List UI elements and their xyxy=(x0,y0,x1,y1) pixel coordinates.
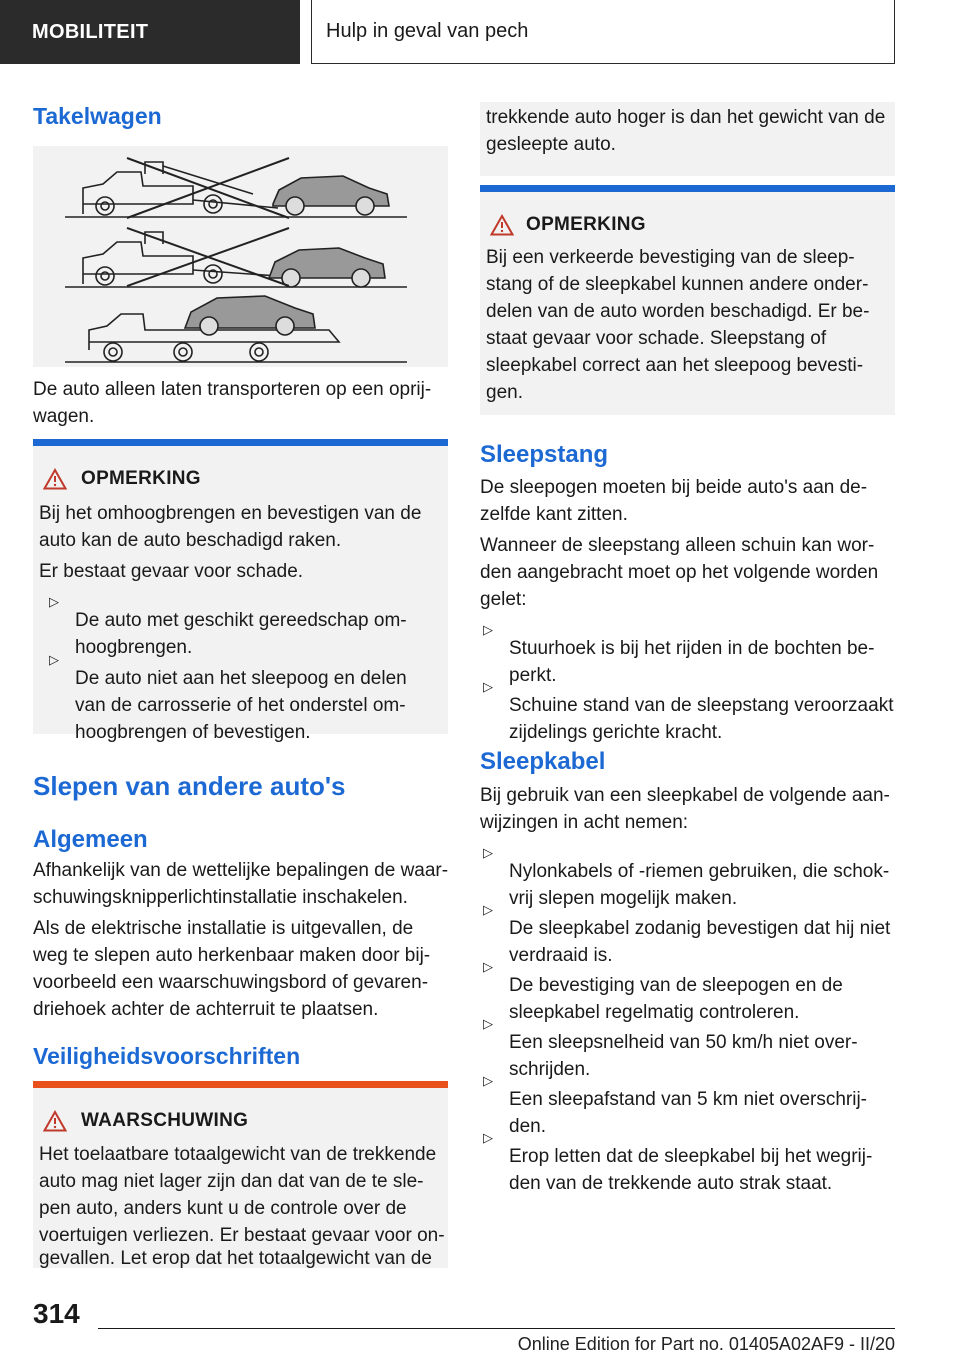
sleepstang-bullet-1a: Stuurhoek is bij het rijden in de bochten be- xyxy=(509,638,875,659)
sleepstang-p1-line-2: zelfde kant zitten. xyxy=(480,504,628,525)
sleepstang-p2-line-1: Wanneer de sleepstang alleen schuin kan wor- xyxy=(480,535,875,556)
warning-cont-line-1: trekkende auto hoger is dan het gewicht van de xyxy=(486,107,886,128)
bullet-triangle-icon: ▷ xyxy=(49,594,59,609)
sleepstang-bullet-1b: perkt. xyxy=(509,665,557,686)
sleepkabel-bullet-6a: Erop letten dat de sleepkabel bij het wegrij- xyxy=(509,1146,873,1167)
bullet-triangle-icon: ▷ xyxy=(483,1016,493,1031)
chapter-tab xyxy=(311,0,895,64)
note-bullet-2b: van de carrosserie of het onderstel om- xyxy=(75,695,406,716)
warning-line-5: gevallen. Let erop dat het totaalgewicht van de xyxy=(39,1248,432,1269)
footer-rule xyxy=(98,1328,895,1329)
sleepkabel-p1-line-2: wijzingen in acht nemen: xyxy=(480,812,689,833)
heading-sleepkabel: Sleepkabel xyxy=(480,748,606,775)
sleepkabel-bullet-3b: sleepkabel regelmatig controleren. xyxy=(509,1002,800,1023)
warning-box-continued xyxy=(480,102,895,176)
warning-title: WAARSCHUWING xyxy=(81,1110,249,1131)
sleepstang-bullet-2a: Schuine stand van de sleepstang veroorzaakt xyxy=(509,695,894,716)
algemeen-p1-line-2: schuwingsknipperlichtinstallatie inschakelen. xyxy=(33,887,408,908)
sleepkabel-bullet-5a: Een sleepafstand van 5 km niet overschrij- xyxy=(509,1089,868,1110)
algemeen-p2-line-3: voorbeeld een waarschuwingsbord of gevaren- xyxy=(33,972,429,993)
sleepkabel-bullet-2b: verdraaid is. xyxy=(509,945,613,966)
bullet-triangle-icon: ▷ xyxy=(49,652,59,667)
heading-sleepstang: Sleepstang xyxy=(480,441,609,468)
sleepkabel-bullet-1b: vrij slepen mogelijk maken. xyxy=(509,888,738,909)
bullet-triangle-icon: ▷ xyxy=(483,1130,493,1145)
bullet-triangle-icon: ▷ xyxy=(483,902,493,917)
heading-takelwagen: Takelwagen xyxy=(33,103,162,129)
bullet-triangle-icon: ▷ xyxy=(483,679,493,694)
note2-line-3: delen van de auto worden beschadigd. Er be- xyxy=(486,301,870,322)
caption-line-2: wagen. xyxy=(33,406,95,427)
caption-line-1: De auto alleen laten transporteren op een oprij- xyxy=(33,379,432,400)
heading-veiligheid: Veiligheidsvoorschriften xyxy=(33,1043,301,1069)
note-line-3: Er bestaat gevaar voor schade. xyxy=(39,561,304,582)
sleepkabel-bullet-4b: schrijden. xyxy=(509,1059,591,1080)
note2-line-6: gen. xyxy=(486,382,523,403)
bullet-triangle-icon: ▷ xyxy=(483,845,493,860)
sleepkabel-bullet-1a: Nylonkabels of -riemen gebruiken, die schok- xyxy=(509,861,890,882)
edition-text: Online Edition for Part no. 01405A02AF9 - II/20 xyxy=(517,1334,895,1354)
sleepstang-p2-line-3: gelet: xyxy=(480,589,527,610)
note-title: OPMERKING xyxy=(81,468,201,489)
warning-box xyxy=(33,1088,448,1268)
note-bullet-2a: De auto niet aan het sleepoog en delen xyxy=(75,668,407,689)
sleepkabel-bullet-3a: De bevestiging van de sleepogen en de xyxy=(509,975,843,996)
algemeen-p2-line-1: Als de elektrische installatie is uitgevallen, de xyxy=(33,918,414,939)
warning-line-1: Het toelaatbare totaalgewicht van de trekkende xyxy=(39,1144,437,1165)
tow-methods-figure xyxy=(33,146,448,367)
note-box-1 xyxy=(33,446,448,743)
section-tab xyxy=(0,0,300,64)
warning-triangle-icon xyxy=(43,1110,67,1132)
sleepkabel-bullet-5b: den. xyxy=(509,1116,546,1137)
heading-algemeen: Algemeen xyxy=(33,826,148,853)
sleepkabel-bullet-6b: den van de trekkende auto strak staat. xyxy=(509,1173,833,1194)
bullet-triangle-icon: ▷ xyxy=(483,622,493,637)
section-title: MOBILITEIT xyxy=(32,20,149,43)
warning-line-3: pen auto, anders kunt u de controle over de xyxy=(39,1198,407,1219)
note-bullet-2c: hoogbrengen of bevestigen. xyxy=(75,722,311,743)
algemeen-p2-line-2: weg te slepen auto herkenbaar maken door bij- xyxy=(33,945,431,966)
note2-line-4: staat gevaar voor schade. Sleepstang of xyxy=(486,328,827,349)
sleepkabel-bullet-2a: De sleepkabel zodanig bevestigen dat hij niet xyxy=(509,918,891,939)
note-box-2 xyxy=(480,192,895,415)
note-bullet-1b: hoogbrengen. xyxy=(75,637,193,658)
chapter-title: Hulp in geval van pech xyxy=(326,20,529,42)
warning-triangle-icon xyxy=(43,468,67,490)
warning-cont-line-2: gesleepte auto. xyxy=(486,134,616,155)
note-line-1: Bij het omhoogbrengen en bevestigen van de xyxy=(39,503,422,524)
note2-line-2: stang of de sleepkabel kunnen andere onder- xyxy=(486,274,869,295)
warning-line-4: voertuigen verliezen. Er bestaat gevaar voor on- xyxy=(39,1225,445,1246)
algemeen-p2-line-4: driehoek achter de achterruit te plaatsen. xyxy=(33,999,379,1020)
tow-truck-illustration xyxy=(33,146,448,367)
bullet-triangle-icon: ▷ xyxy=(483,959,493,974)
note2-line-5: sleepkabel correct aan het sleepoog bevesti- xyxy=(486,355,864,376)
note2-line-1: Bij een verkeerde bevestiging van de sleep- xyxy=(486,247,855,268)
sleepkabel-bullet-4a: Een sleepsnelheid van 50 km/h niet over- xyxy=(509,1032,858,1053)
page-number: 314 xyxy=(33,1298,80,1329)
warning-accent-bar xyxy=(33,1081,448,1088)
algemeen-p1-line-1: Afhankelijk van de wettelijke bepalingen de waar- xyxy=(33,860,449,881)
note-accent-bar xyxy=(33,439,448,446)
note-title: OPMERKING xyxy=(526,214,646,235)
note-bullet-1a: De auto met geschikt gereedschap om- xyxy=(75,610,407,631)
note-accent-bar xyxy=(480,185,895,192)
sleepkabel-p1-line-1: Bij gebruik van een sleepkabel de volgende aan- xyxy=(480,785,890,806)
warning-triangle-icon xyxy=(490,214,514,236)
note-line-2: auto kan de auto beschadigd raken. xyxy=(39,530,342,551)
sleepstang-p2-line-2: den aangebracht moet op het volgende worden xyxy=(480,562,879,583)
bullet-triangle-icon: ▷ xyxy=(483,1073,493,1088)
sleepstang-bullet-2b: zijdelings gerichte kracht. xyxy=(509,722,723,743)
warning-line-2: auto mag niet lager zijn dan dat van de te sle- xyxy=(39,1171,424,1192)
sleepstang-p1-line-1: De sleepogen moeten bij beide auto's aan de- xyxy=(480,477,868,498)
heading-slepen: Slepen van andere auto's xyxy=(33,771,346,801)
